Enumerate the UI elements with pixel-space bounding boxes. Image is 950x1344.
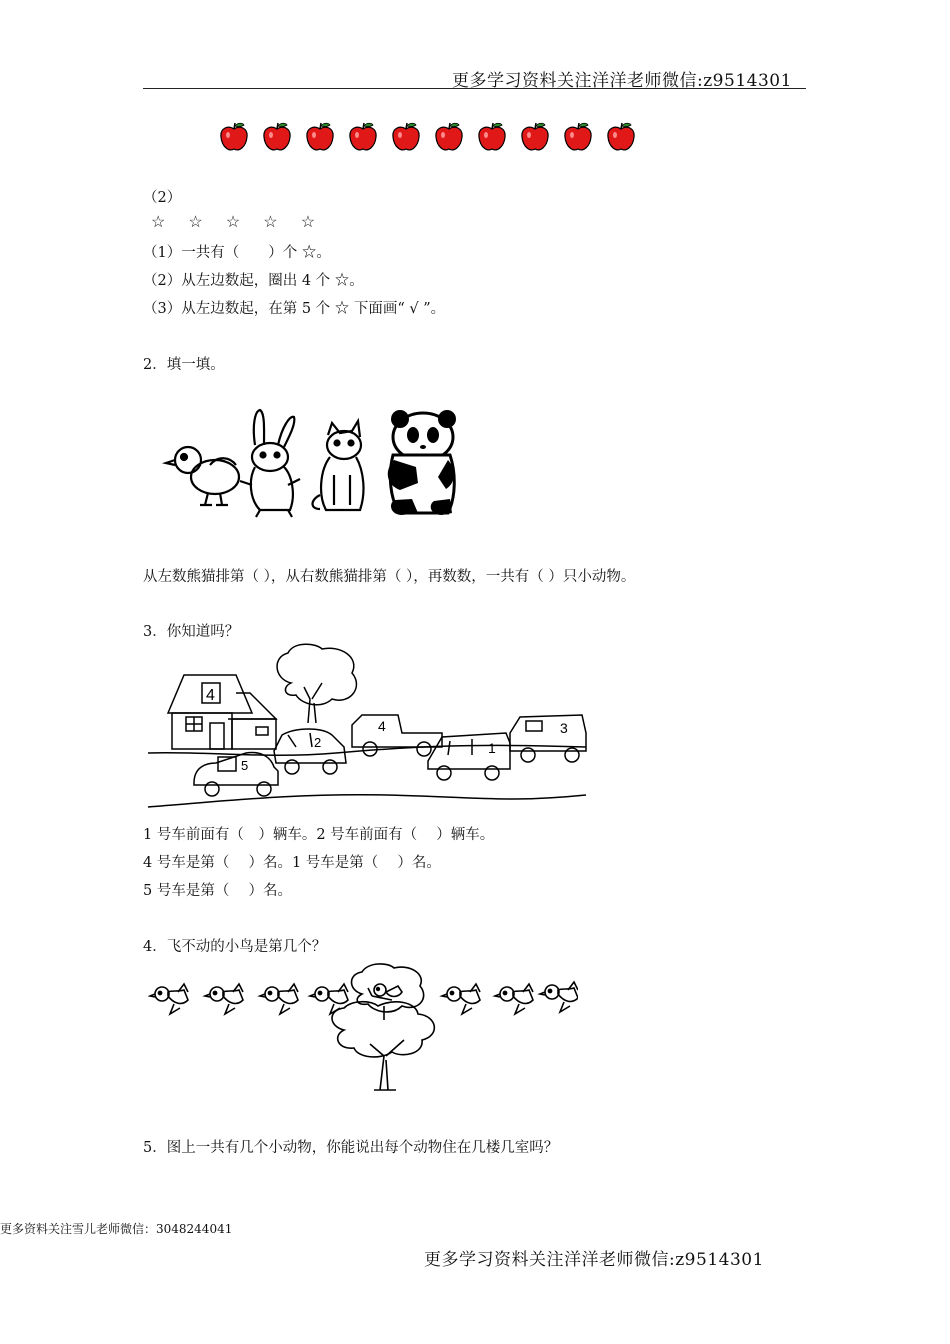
- section-title: 2．填一填。: [143, 357, 225, 373]
- apple-row: [218, 121, 648, 153]
- cat-icon: [313, 421, 364, 510]
- car-number: 3: [560, 720, 568, 736]
- question-line: （1）一共有（ ）个 ☆。: [143, 245, 331, 261]
- car-number: 4: [378, 718, 386, 734]
- tree-icon: [332, 964, 434, 1090]
- tree-icon: [277, 644, 356, 723]
- car-3: [510, 715, 586, 762]
- question-line: （3）从左边数起，在第 5 个 ☆ 下面画“ √ ”。: [143, 301, 446, 317]
- question-line: 从左数熊猫排第（ ），从右数熊猫排第（ ），再数数，一共有（ ）只小动物。: [143, 569, 636, 585]
- apple-icon: [519, 121, 551, 153]
- question-line: （2）从左边数起，圈出 4 个 ☆。: [143, 273, 364, 289]
- car-1: [428, 733, 510, 780]
- apple-icon: [476, 121, 508, 153]
- star-row: ☆ ☆ ☆ ☆ ☆: [151, 212, 325, 231]
- animals-illustration: [160, 405, 460, 520]
- apple-icon: [562, 121, 594, 153]
- question-line: 1 号车前面有（ ）辆车。2 号车前面有（ ）辆车。: [143, 827, 495, 843]
- bird-icon: [442, 984, 480, 1014]
- bird-icon: [310, 984, 348, 1014]
- footer-right-text: 更多学习资料关注洋洋老师微信:z9514301: [424, 1250, 764, 1270]
- header-rule: [143, 88, 806, 89]
- rabbit-icon: [240, 410, 300, 517]
- section-title: 3．你知道吗？: [143, 624, 240, 640]
- apple-icon: [390, 121, 422, 153]
- car-5: [194, 753, 278, 796]
- bird-icon: [150, 984, 188, 1014]
- apple-icon: [433, 121, 465, 153]
- footer-left-text: 更多资料关注雪儿老师微信：3048244041: [0, 1222, 233, 1236]
- street-scene: [146, 643, 591, 813]
- nesting-bird-icon: [368, 984, 402, 1000]
- car-2: [274, 729, 346, 774]
- house-number: 4: [206, 687, 215, 704]
- header-text: 更多学习资料关注洋洋老师微信:z9514301: [452, 71, 792, 91]
- apple-icon: [347, 121, 379, 153]
- question-line: 4 号车是第（ ）名。1 号车是第（ ）名。: [143, 855, 441, 871]
- birds-illustration: [148, 960, 578, 1095]
- bird-icon: [166, 447, 239, 505]
- panda-icon: [388, 410, 456, 515]
- apple-icon: [605, 121, 637, 153]
- apple-icon: [304, 121, 336, 153]
- apple-icon: [218, 121, 250, 153]
- section-title: 5．图上一共有几个小动物，你能说出每个动物住在几楼几室吗？: [143, 1140, 559, 1156]
- house-icon: [168, 675, 276, 749]
- section-title: 4．飞不动的小鸟是第几个？: [143, 939, 327, 955]
- bird-icon: [540, 982, 578, 1012]
- question-line: 5 号车是第（ ）名。: [143, 883, 292, 899]
- car-number: 5: [241, 758, 249, 773]
- bird-icon: [495, 984, 533, 1014]
- apple-icon: [261, 121, 293, 153]
- car-number: 2: [314, 735, 322, 750]
- bird-icon: [260, 984, 298, 1014]
- car-4: [352, 715, 442, 756]
- part-label: （2）: [143, 190, 182, 206]
- bird-icon: [205, 984, 243, 1014]
- car-number: 1: [488, 740, 496, 756]
